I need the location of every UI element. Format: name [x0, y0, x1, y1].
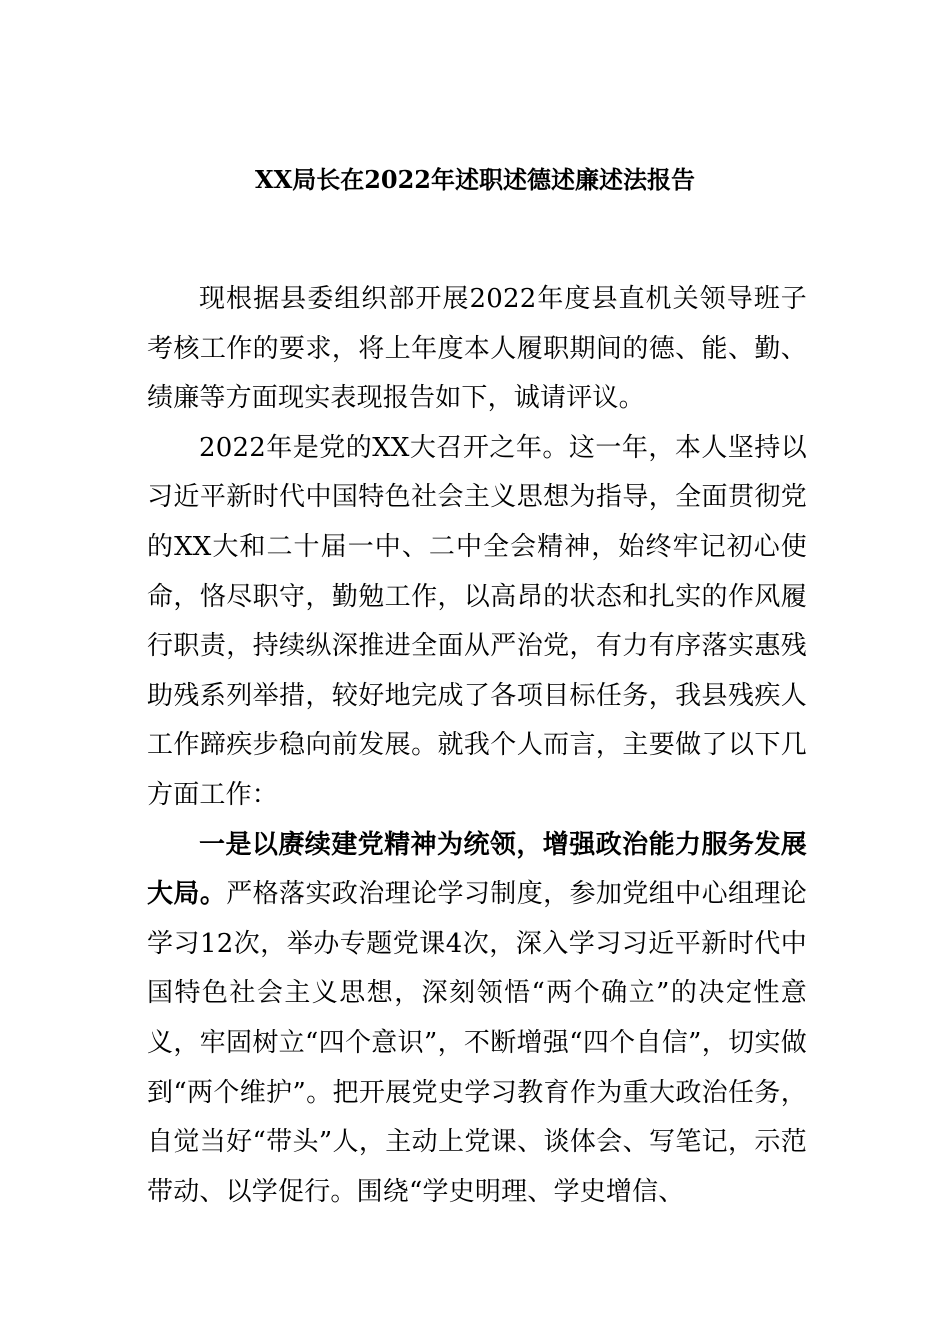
document-body — [147, 275, 807, 1217]
paragraph-text: 2022年是党的XX大召开之年。这一年，本人坚持以习近平新时代中国特色社会主义思想为指导，全面贯彻党的XX大和二十届一中、二中全会精神，始终牢记初心使命，恪尽职守，勤勉工作，以高昂的状态和扎实的作风履行职责，持续纵深推进全面从严治党，有力有序落实惠残助残系列举措，较好地完成了各项目标任务，我县残疾人工作蹄疾步稳向前发展。就我个人而言，主要做了以下几方面工作： — [147, 432, 807, 810]
paragraph-intro — [147, 275, 807, 424]
paragraph-text: 严格落实政治理论学习制度，参加党组中心组理论学习12次，举办专题党课4次，深入学习习近平新时代中国特色社会主义思想，深刻领悟“两个确立”的决定性意义，牢固树立“四个意识”，不断增强“四个自信”，切实做到“两个维护”。把开展党史学习教育作为重大政治任务，自觉当好“带头”人，主动上党课、谈体会、写笔记，示范带动、以学促行。围绕“学史明理、学史增信、 — [147, 879, 807, 1207]
paragraph-text: 现根据县委组织部开展2022年度县直机关领导班子考核工作的要求，将上年度本人履职期间的德、能、勤、绩廉等方面现实表现报告如下，诚请评议。 — [147, 284, 807, 414]
section-heading: 一是以赓续建党精神为统领，增强政治能力服务发展大局。 — [147, 829, 807, 910]
document-title: XX局长在2022年述职述德述廉述法报告 — [254, 165, 696, 194]
paragraph-overview — [147, 424, 807, 821]
paragraph-section-one — [147, 821, 807, 1218]
